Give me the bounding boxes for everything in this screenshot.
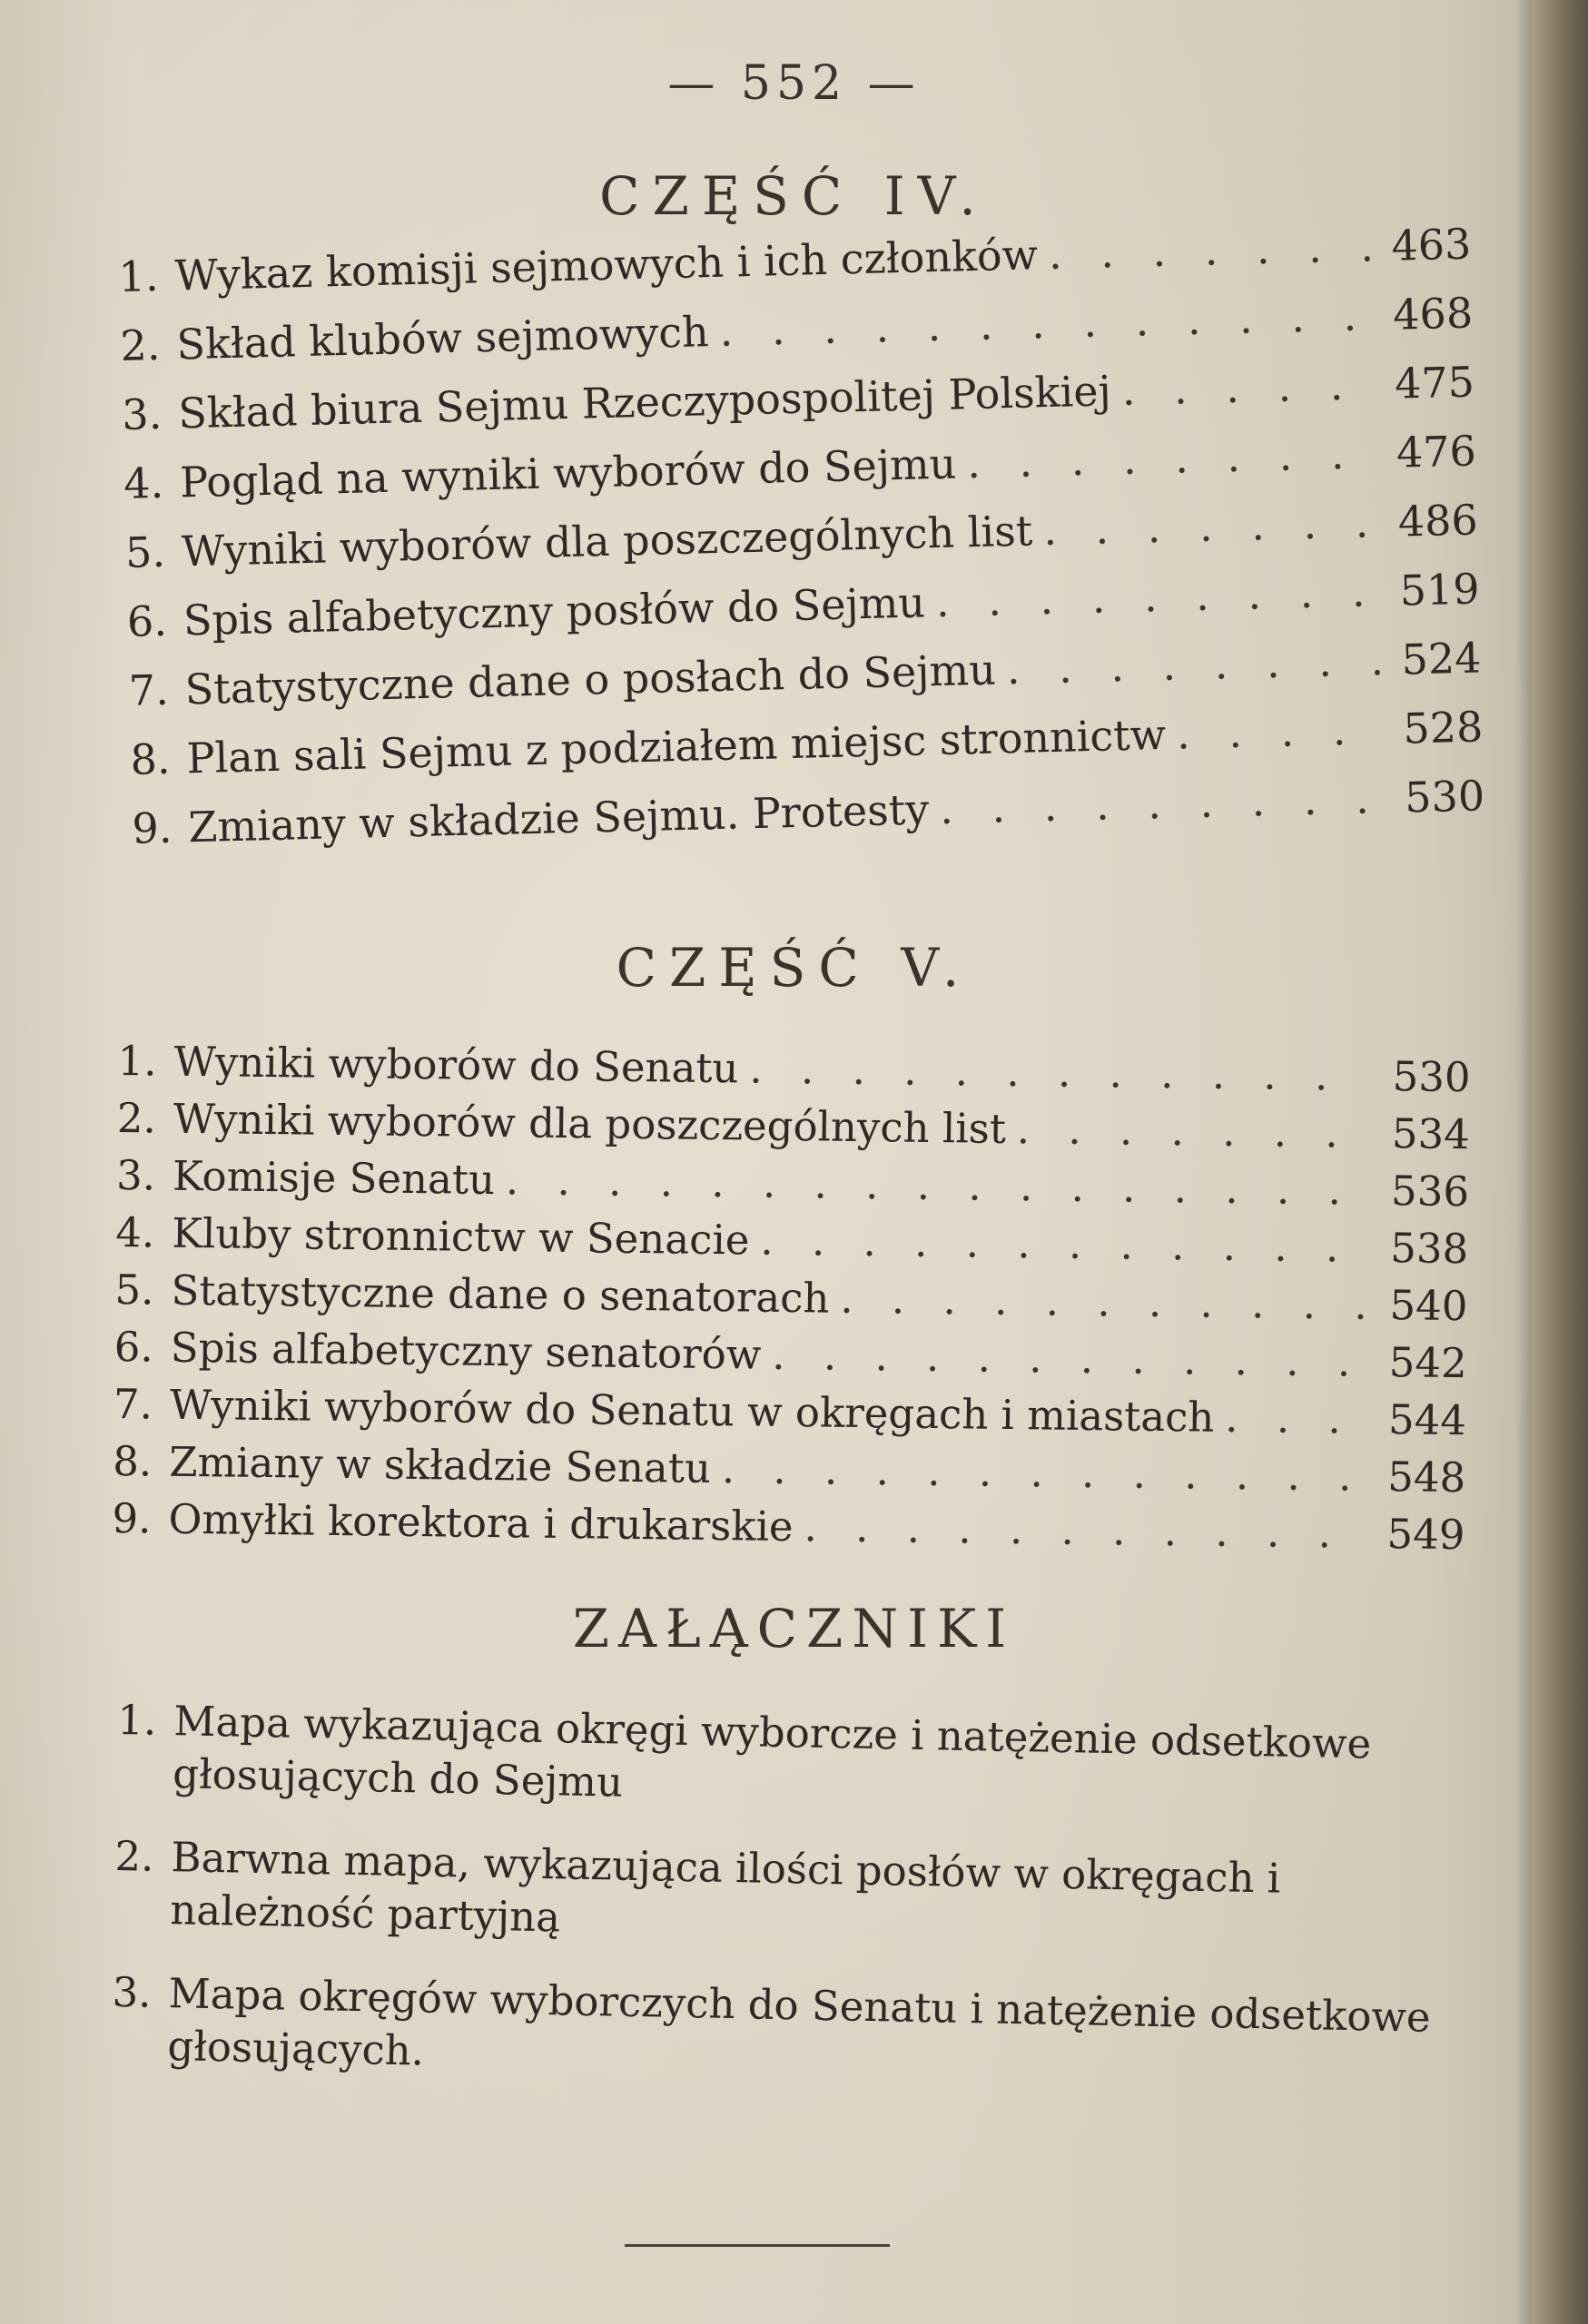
entry-number: 1. <box>118 251 160 301</box>
dot-leader <box>1176 704 1382 758</box>
entry-title: Skład biura Sejmu Rzeczypospolitej Polskiej <box>177 366 1112 438</box>
part-v-toc <box>112 1037 1471 1568</box>
spine-shadow <box>1515 0 1532 2324</box>
attachment-number: 3. <box>112 1967 153 2017</box>
entry-title: Wyniki wyborów do Senatu w okręgach i miastach <box>169 1380 1215 1442</box>
entry-page: 524 <box>1400 633 1483 684</box>
entry-title: Komisje Senatu <box>172 1151 496 1205</box>
entry-page: 538 <box>1390 1224 1469 1274</box>
entry-title: Skład klubów sejmowych <box>175 307 710 369</box>
dot-leader <box>1043 497 1377 555</box>
attachment-item <box>113 1830 1441 1961</box>
dot-leader <box>749 1045 1369 1100</box>
attachment-item <box>111 1966 1438 2097</box>
entry-number: 5. <box>114 1265 154 1315</box>
attachment-text: Mapa wykazująca okręgi wyborcze i natężenie odsetkowe głosujących do Sejmu <box>172 1697 1372 1807</box>
dot-leader <box>935 566 1378 626</box>
entry-title: Wyniki wyborów do Senatu <box>173 1037 739 1093</box>
entry-number: 6. <box>113 1322 154 1372</box>
entry-number: 2. <box>116 1093 157 1143</box>
entry-number: 8. <box>112 1436 153 1486</box>
entry-number: 5. <box>124 527 166 577</box>
attachments-heading: ZAŁĄCZNIKI <box>572 1598 1016 1659</box>
attachment-text: Barwna mapa, wykazująca ilości posłów w okręgach i należność partyjną <box>169 1833 1281 1942</box>
entry-number: 3. <box>115 1150 156 1200</box>
part-v-heading: CZĘŚĆ V. <box>616 937 972 999</box>
entry-page: 528 <box>1402 702 1484 753</box>
entry-title: Plan sali Sejmu z podziałem miejsc stronnictw <box>185 709 1167 783</box>
attachment-number: 2. <box>114 1831 155 1881</box>
dot-leader <box>940 773 1384 833</box>
dot-leader <box>760 1216 1367 1272</box>
entry-title: Spis alfabetyczny posłów do Sejmu <box>182 577 926 645</box>
entry-page: 468 <box>1392 288 1474 340</box>
part-iv-heading: CZĘŚĆ IV. <box>599 165 989 227</box>
page-number: — 552 — <box>667 56 921 111</box>
dot-leader <box>840 1275 1366 1329</box>
entry-number: 4. <box>123 458 164 508</box>
entry-page: 536 <box>1390 1167 1470 1216</box>
entry-number: 2. <box>119 320 162 370</box>
entry-page: 476 <box>1396 426 1477 478</box>
dot-leader <box>1006 635 1380 694</box>
entry-number: 8. <box>129 734 172 784</box>
entry-page: 530 <box>1404 771 1485 822</box>
entry-page: 544 <box>1387 1395 1467 1445</box>
entry-title: Statystyczne dane o posłach do Sejmu <box>184 645 997 714</box>
entry-page: 549 <box>1386 1510 1465 1560</box>
entry-title: Wyniki wyborów dla poszczególnych list <box>173 1094 1007 1153</box>
dot-leader <box>966 428 1375 487</box>
book-spine <box>1532 0 1588 2324</box>
entry-number: 9. <box>131 803 173 853</box>
entry-title: Omyłki korektora i drukarskie <box>168 1494 794 1551</box>
entry-page: 542 <box>1388 1338 1468 1388</box>
dot-leader <box>1225 1393 1365 1443</box>
dot-leader <box>1048 222 1370 279</box>
attachments-list <box>110 1694 1443 2128</box>
entry-title: Wyniki wyborów dla poszczególnych list <box>181 506 1033 576</box>
entry-number: 9. <box>112 1493 152 1543</box>
entry-title: Statystyczne dane o senatorach <box>171 1265 830 1323</box>
entry-page: 519 <box>1399 564 1481 615</box>
dot-leader <box>772 1331 1366 1386</box>
dot-leader <box>1121 359 1374 415</box>
entry-number: 3. <box>121 389 163 439</box>
entry-page: 534 <box>1391 1109 1471 1159</box>
entry-number: 4. <box>115 1207 155 1257</box>
entry-title: Spis alfabetyczny senatorów <box>170 1323 762 1379</box>
dot-leader <box>804 1502 1363 1558</box>
attachment-text: Mapa okręgów wyborczych do Senatu i natężenie odsetkowe głosujących. <box>167 1969 1432 2075</box>
attachment-item <box>116 1694 1444 1825</box>
part-iv-toc <box>118 220 1485 873</box>
attachment-number: 1. <box>116 1695 157 1745</box>
entry-page: 548 <box>1386 1452 1466 1502</box>
entry-page: 540 <box>1389 1281 1468 1331</box>
entry-number: 7. <box>128 665 170 715</box>
entry-number: 6. <box>126 596 168 646</box>
dot-leader <box>722 1444 1365 1501</box>
entry-page: 463 <box>1390 219 1472 271</box>
entry-title: Kluby stronnictw w Senacie <box>172 1208 750 1265</box>
entry-page: 530 <box>1392 1052 1471 1102</box>
dot-leader <box>1017 1105 1369 1157</box>
closing-rule <box>625 2244 890 2247</box>
entry-page: 475 <box>1394 357 1475 409</box>
entry-title: Pogląd na wyniki wyborów do Sejmu <box>179 438 957 507</box>
entry-title: Zmiany w składzie Sejmu. Protesty <box>187 784 930 852</box>
entry-page: 486 <box>1397 495 1479 547</box>
entry-number: 1. <box>117 1037 157 1086</box>
entry-number: 7. <box>113 1379 153 1429</box>
entry-title: Wykaz komisji sejmowych i ich członków <box>173 230 1039 300</box>
dot-leader <box>506 1156 1368 1215</box>
entry-title: Zmiany w składzie Senatu <box>168 1437 712 1493</box>
